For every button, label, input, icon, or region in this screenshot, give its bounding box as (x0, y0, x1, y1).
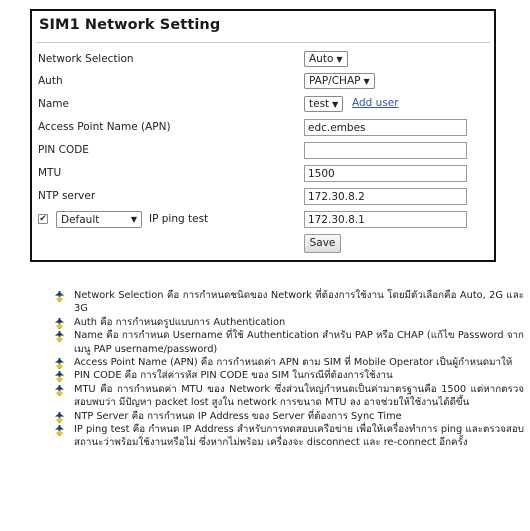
note-apn: Access Point Name (APN) คือ การกำหนดค่า APN ตาม SIM ที่ Mobile Operator เป็นผู้กำหนดมาให้ (74, 357, 513, 369)
title-divider (36, 42, 490, 43)
apn-input[interactable]: edc.embes (304, 119, 467, 136)
ip-ping-label: IP ping test (149, 213, 209, 225)
note-name: Name คือ การกำหนด Username ที่ใช้ Authentication สำหรับ PAP หรือ CHAP (แก้ไข Password จากเมนู PAP username/password) (74, 330, 524, 355)
list-item (54, 423, 524, 450)
pin-arrow-bullet-icon (54, 331, 65, 342)
note-ip-ping-test: IP ping test คือ กำหนด IP Address สำหรับการทดสอบเครือข่าย เพื่อให้เครื่องทำการ ping และตรวจสอบสถานะว่าพร้อมใช้งานหรือไม่ ซึ่งหากไม่พร้อม เครื่องจะ disconnect และ re-connect อีกครั้ง (74, 424, 524, 449)
chevron-down-icon: ▼ (332, 100, 339, 109)
note-pin-code: PIN CODE คือ การใส่ค่ารหัส PIN CODE ของ SIM ในกรณีที่ต้องการใช้งาน (74, 370, 393, 382)
list-item (54, 369, 524, 382)
add-user-link[interactable]: Add user (352, 97, 399, 109)
ip-ping-input[interactable]: 172.30.8.1 (304, 211, 467, 228)
pin-code-input[interactable] (304, 142, 467, 159)
list-item (54, 289, 524, 316)
note-mtu: MTU คือ การกำหนดค่า MTU ของ Network ซึ่งส่วนใหญ่กำหนดเป็นค่ามาตรฐานคือ 1500 แต่หากตรวจสอบพบว่า มีปัญหา packet lost สูงใน network การขนาด MTU ลง อาจช่วยให้ใช้งานได้ดีขึ้น (74, 383, 524, 409)
pin-arrow-bullet-icon (54, 425, 65, 436)
description-list (54, 289, 524, 450)
apn-label: Access Point Name (APN) (38, 121, 171, 133)
pin-arrow-bullet-icon (54, 291, 65, 302)
list-item (54, 316, 524, 329)
network-selection-dropdown[interactable] (304, 51, 348, 67)
mtu-input[interactable]: 1500 (304, 165, 467, 182)
name-label: Name (38, 98, 69, 110)
list-item (54, 356, 524, 369)
note-auth: Auth คือ การกำหนดรูปแบบการ Authentication (74, 316, 286, 328)
auth-dropdown[interactable] (304, 73, 375, 89)
mtu-label: MTU (38, 167, 62, 179)
network-selection-label: Network Selection (38, 53, 134, 65)
chevron-down-icon: ▼ (336, 55, 343, 64)
list-item (54, 410, 524, 423)
pin-arrow-bullet-icon (54, 385, 65, 396)
auth-label: Auth (38, 75, 63, 87)
list-item (54, 329, 524, 356)
note-network-selection: Network Selection คือ การกำหนดชนิดของ Network ที่ต้องการใช้งาน โดยมีตัวเลือกคือ Auto, 2G และ 3G (74, 290, 524, 315)
panel-title: SIM1 Network Setting (39, 17, 221, 33)
save-button[interactable]: Save (304, 234, 341, 253)
chevron-down-icon: ▼ (363, 77, 370, 86)
ntp-server-input[interactable]: 172.30.8.2 (304, 188, 467, 205)
name-dropdown[interactable] (304, 96, 343, 112)
note-ntp-server: NTP Server คือ การกำหนด IP Address ของ Server ที่ต้องการ Sync Time (74, 410, 402, 422)
pin-arrow-bullet-icon (54, 318, 65, 329)
pin-arrow-bullet-icon (54, 412, 65, 423)
pin-code-label: PIN CODE (38, 144, 89, 156)
auth-value: PAP/CHAP (309, 75, 361, 87)
chevron-down-icon: ▼ (130, 215, 137, 224)
name-value: test (309, 98, 330, 110)
list-item (54, 383, 524, 410)
network-selection-value: Auto (309, 53, 334, 65)
ip-ping-mode-dropdown[interactable] (56, 211, 142, 228)
ip-ping-mode-value: Default (61, 214, 100, 226)
ntp-server-label: NTP server (38, 190, 96, 202)
ip-ping-checkbox[interactable] (38, 214, 48, 224)
pin-arrow-bullet-icon (54, 371, 65, 382)
check-icon: ✔ (39, 214, 47, 224)
sim1-network-setting-panel (30, 9, 496, 262)
pin-arrow-bullet-icon (54, 358, 65, 369)
